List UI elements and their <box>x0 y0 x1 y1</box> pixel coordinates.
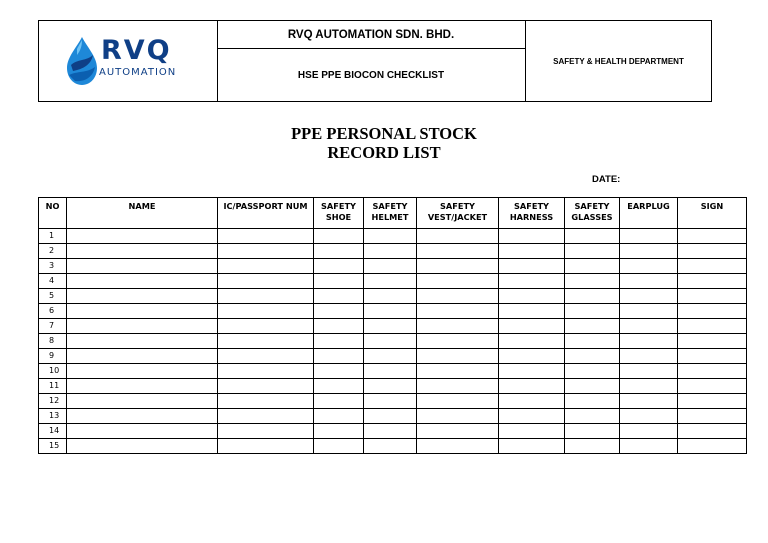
entry-cell[interactable] <box>620 244 678 259</box>
entry-cell[interactable] <box>364 394 417 409</box>
entry-cell[interactable] <box>364 289 417 304</box>
entry-cell[interactable] <box>678 289 747 304</box>
entry-cell[interactable] <box>417 409 499 424</box>
entry-cell[interactable] <box>620 349 678 364</box>
entry-cell[interactable] <box>314 364 364 379</box>
entry-cell[interactable] <box>565 289 620 304</box>
entry-cell[interactable] <box>218 364 314 379</box>
column-header: SAFETY GLASSES <box>565 198 620 229</box>
entry-cell[interactable] <box>314 229 364 244</box>
logo-tagline-text: AUTOMATION <box>99 67 177 78</box>
table-row <box>39 274 747 289</box>
company-logo <box>63 35 193 87</box>
entry-cell[interactable] <box>565 319 620 334</box>
column-header: NO <box>39 198 67 229</box>
entry-cell[interactable] <box>499 409 565 424</box>
entry-cell[interactable] <box>678 364 747 379</box>
entry-cell[interactable] <box>678 334 747 349</box>
table-row <box>39 259 747 274</box>
entry-cell[interactable] <box>417 304 499 319</box>
entry-cell[interactable] <box>678 259 747 274</box>
entry-cell[interactable] <box>364 229 417 244</box>
entry-cell[interactable] <box>67 439 218 454</box>
entry-cell[interactable] <box>678 274 747 289</box>
logo-cell <box>39 21 218 101</box>
entry-cell[interactable] <box>218 319 314 334</box>
entry-cell[interactable] <box>67 394 218 409</box>
entry-cell[interactable] <box>499 259 565 274</box>
entry-cell[interactable] <box>218 259 314 274</box>
entry-cell[interactable] <box>620 379 678 394</box>
entry-cell[interactable] <box>499 289 565 304</box>
entry-cell[interactable] <box>620 409 678 424</box>
entry-cell[interactable] <box>67 304 218 319</box>
entry-cell[interactable] <box>678 319 747 334</box>
table-row <box>39 319 747 334</box>
entry-cell[interactable] <box>678 304 747 319</box>
entry-cell[interactable] <box>620 394 678 409</box>
column-header: NAME <box>67 198 218 229</box>
table-row <box>39 289 747 304</box>
row-number-cell: 5 <box>39 289 67 304</box>
column-header: SAFETY VEST/JACKET <box>417 198 499 229</box>
entry-cell[interactable] <box>417 244 499 259</box>
table-row <box>39 334 747 349</box>
entry-cell[interactable] <box>417 349 499 364</box>
entry-cell[interactable] <box>499 424 565 439</box>
entry-cell[interactable] <box>678 349 747 364</box>
table-row <box>39 304 747 319</box>
document-header <box>38 20 712 102</box>
entry-cell[interactable] <box>417 379 499 394</box>
entry-cell[interactable] <box>565 274 620 289</box>
entry-cell[interactable] <box>499 319 565 334</box>
department-name: SAFETY & HEALTH DEPARTMENT <box>553 56 684 66</box>
entry-cell[interactable] <box>314 409 364 424</box>
entry-cell[interactable] <box>620 304 678 319</box>
entry-cell[interactable] <box>218 289 314 304</box>
entry-cell[interactable] <box>620 229 678 244</box>
entry-cell[interactable] <box>364 349 417 364</box>
entry-cell[interactable] <box>499 244 565 259</box>
entry-cell[interactable] <box>67 424 218 439</box>
entry-cell[interactable] <box>314 244 364 259</box>
entry-cell[interactable] <box>417 259 499 274</box>
entry-cell[interactable] <box>67 274 218 289</box>
entry-cell[interactable] <box>499 379 565 394</box>
entry-cell[interactable] <box>499 334 565 349</box>
row-number-cell: 10 <box>39 364 67 379</box>
entry-cell[interactable] <box>67 289 218 304</box>
entry-cell[interactable] <box>620 364 678 379</box>
entry-cell[interactable] <box>499 349 565 364</box>
entry-cell[interactable] <box>620 439 678 454</box>
row-number-cell: 13 <box>39 409 67 424</box>
entry-cell[interactable] <box>565 409 620 424</box>
entry-cell[interactable] <box>314 334 364 349</box>
entry-cell[interactable] <box>678 394 747 409</box>
entry-cell[interactable] <box>364 364 417 379</box>
table-body <box>39 229 747 454</box>
entry-cell[interactable] <box>565 394 620 409</box>
entry-cell[interactable] <box>565 304 620 319</box>
row-number-cell: 9 <box>39 349 67 364</box>
entry-cell[interactable] <box>364 379 417 394</box>
entry-cell[interactable] <box>314 394 364 409</box>
entry-cell[interactable] <box>364 334 417 349</box>
entry-cell[interactable] <box>218 409 314 424</box>
entry-cell[interactable] <box>417 289 499 304</box>
row-number-cell: 3 <box>39 259 67 274</box>
entry-cell[interactable] <box>218 244 314 259</box>
column-header: SIGN <box>678 198 747 229</box>
company-name: RVQ AUTOMATION SDN. BHD. <box>217 21 526 49</box>
row-number-cell: 8 <box>39 334 67 349</box>
entry-cell[interactable] <box>314 289 364 304</box>
entry-cell[interactable] <box>499 394 565 409</box>
entry-cell[interactable] <box>364 439 417 454</box>
entry-cell[interactable] <box>620 259 678 274</box>
entry-cell[interactable] <box>218 229 314 244</box>
table-row <box>39 379 747 394</box>
table-row <box>39 439 747 454</box>
entry-cell[interactable] <box>67 349 218 364</box>
entry-cell[interactable] <box>678 244 747 259</box>
entry-cell[interactable] <box>314 259 364 274</box>
entry-cell[interactable] <box>218 439 314 454</box>
entry-cell[interactable] <box>565 259 620 274</box>
entry-cell[interactable] <box>218 349 314 364</box>
stock-record-table <box>38 197 747 454</box>
entry-cell[interactable] <box>565 229 620 244</box>
logo-brand-text: RVQ <box>101 35 172 66</box>
table-row <box>39 349 747 364</box>
table-row <box>39 229 747 244</box>
entry-cell[interactable] <box>499 229 565 244</box>
entry-cell[interactable] <box>364 409 417 424</box>
entry-cell[interactable] <box>417 394 499 409</box>
entry-cell[interactable] <box>565 364 620 379</box>
entry-cell[interactable] <box>67 229 218 244</box>
entry-cell[interactable] <box>67 244 218 259</box>
entry-cell[interactable] <box>678 424 747 439</box>
entry-cell[interactable] <box>565 334 620 349</box>
column-header: SAFETY HARNESS <box>499 198 565 229</box>
row-number-cell: 14 <box>39 424 67 439</box>
entry-cell[interactable] <box>218 304 314 319</box>
table-row <box>39 424 747 439</box>
entry-cell[interactable] <box>218 274 314 289</box>
entry-cell[interactable] <box>678 379 747 394</box>
row-number-cell: 12 <box>39 394 67 409</box>
entry-cell[interactable] <box>364 319 417 334</box>
table-row <box>39 364 747 379</box>
water-drop-icon <box>63 35 101 87</box>
entry-cell[interactable] <box>364 304 417 319</box>
entry-cell[interactable] <box>499 274 565 289</box>
entry-cell[interactable] <box>499 364 565 379</box>
table-row <box>39 244 747 259</box>
column-header: IC/PASSPORT NUM <box>218 198 314 229</box>
entry-cell[interactable] <box>620 424 678 439</box>
entry-cell[interactable] <box>218 334 314 349</box>
entry-cell[interactable] <box>620 289 678 304</box>
page-title-line2: RECORD LIST <box>327 143 441 162</box>
entry-cell[interactable] <box>314 424 364 439</box>
entry-cell[interactable] <box>364 274 417 289</box>
table-row <box>39 409 747 424</box>
entry-cell[interactable] <box>67 259 218 274</box>
entry-cell[interactable] <box>67 364 218 379</box>
entry-cell[interactable] <box>314 439 364 454</box>
entry-cell[interactable] <box>565 379 620 394</box>
entry-cell[interactable] <box>620 274 678 289</box>
entry-cell[interactable] <box>417 274 499 289</box>
entry-cell[interactable] <box>218 379 314 394</box>
entry-cell[interactable] <box>565 244 620 259</box>
row-number-cell: 1 <box>39 229 67 244</box>
entry-cell[interactable] <box>565 349 620 364</box>
entry-cell[interactable] <box>314 349 364 364</box>
entry-cell[interactable] <box>620 319 678 334</box>
row-number-cell: 11 <box>39 379 67 394</box>
entry-cell[interactable] <box>499 439 565 454</box>
entry-cell[interactable] <box>67 334 218 349</box>
row-number-cell: 6 <box>39 304 67 319</box>
entry-cell[interactable] <box>499 304 565 319</box>
entry-cell[interactable] <box>314 379 364 394</box>
entry-cell[interactable] <box>417 334 499 349</box>
entry-cell[interactable] <box>67 319 218 334</box>
entry-cell[interactable] <box>364 244 417 259</box>
row-number-cell: 4 <box>39 274 67 289</box>
checklist-title: HSE PPE BIOCON CHECKLIST <box>217 49 526 101</box>
entry-cell[interactable] <box>417 364 499 379</box>
entry-cell[interactable] <box>67 379 218 394</box>
entry-cell[interactable] <box>678 229 747 244</box>
date-label: DATE: <box>592 174 621 185</box>
entry-cell[interactable] <box>417 319 499 334</box>
entry-cell[interactable] <box>678 439 747 454</box>
column-header: SAFETY SHOE <box>314 198 364 229</box>
entry-cell[interactable] <box>678 409 747 424</box>
entry-cell[interactable] <box>620 334 678 349</box>
entry-cell[interactable] <box>417 424 499 439</box>
entry-cell[interactable] <box>565 439 620 454</box>
entry-cell[interactable] <box>364 259 417 274</box>
row-number-cell: 2 <box>39 244 67 259</box>
entry-cell[interactable] <box>218 394 314 409</box>
entry-cell[interactable] <box>314 319 364 334</box>
entry-cell[interactable] <box>314 274 364 289</box>
table-header-row <box>39 198 747 229</box>
table-row <box>39 394 747 409</box>
row-number-cell: 7 <box>39 319 67 334</box>
entry-cell[interactable] <box>67 409 218 424</box>
row-number-cell: 15 <box>39 439 67 454</box>
page-title-line1: PPE PERSONAL STOCK <box>291 124 477 143</box>
entry-cell[interactable] <box>364 424 417 439</box>
entry-cell[interactable] <box>417 439 499 454</box>
entry-cell[interactable] <box>218 424 314 439</box>
column-header: SAFETY HELMET <box>364 198 417 229</box>
entry-cell[interactable] <box>314 304 364 319</box>
column-header: EARPLUG <box>620 198 678 229</box>
entry-cell[interactable] <box>417 229 499 244</box>
entry-cell[interactable] <box>565 424 620 439</box>
